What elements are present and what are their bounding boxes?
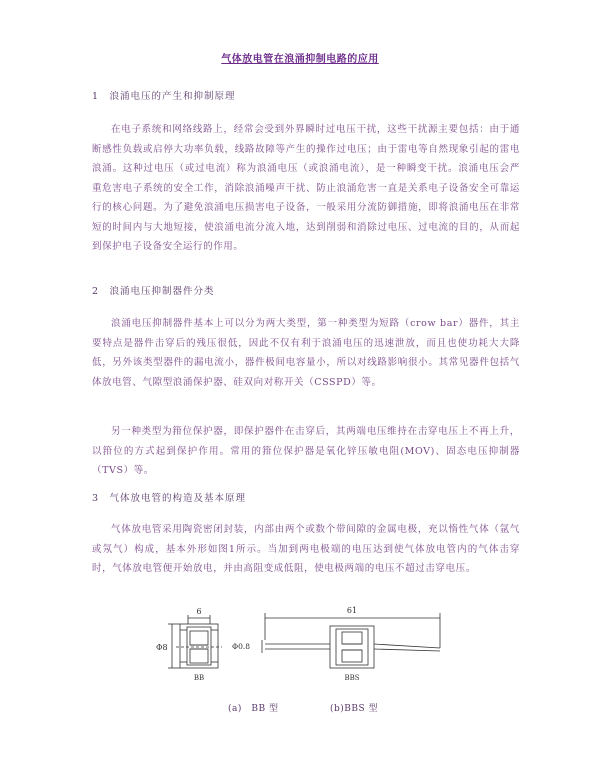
figure-caption-a: (a) BB 型 bbox=[228, 704, 279, 714]
bbs-gas-tube-drawing bbox=[262, 613, 440, 668]
bbs-type-label: BBS bbox=[344, 674, 360, 682]
section-2-paragraph-2: 另一种类型为箝位保护器，即保护器件在击穿后，其两端电压维持在击穿电压上不再上升，以箝位的方式起到保护作用。常用的箝位保护器是氧化锌压敏电阻(MOV)、固态电压抑制器（TVS）等。 bbox=[92, 426, 520, 476]
section-1-heading: 1 浪涌电压的产生和抑制原理 bbox=[92, 91, 236, 102]
figure-caption-b: (b)BBS 型 bbox=[330, 704, 379, 714]
figure-1-diagram bbox=[150, 600, 460, 700]
section-3-paragraph: 气体放电管采用陶瓷密闭封装，内部由两个或数个带间隙的金属电极，充以惰性气体（氩气或氖气）构成，基本外形如图1所示。当加到两电极端的电压达到使气体放电管内的气体击穿时，气体放电管便开始放电，并由高阻变成低阻，使电极两端的电压不超过击穿电压。 bbox=[92, 524, 520, 574]
bb-type-label: BB bbox=[193, 674, 205, 682]
section-2-paragraph-1: 浪涌电压抑制器件基本上可以分为两大类型，第一种类型为短路（crow bar）器件，其主要特点是器件击穿后的残压很低，因此不仅有利于浪涌电压的迅速泄放，而且也使功耗大大降低，另外该类型器件的漏电流小，器件极间电容量小，所以对线路影响很小。其常见器件包括气体放电管、气隙型浪涌保护器、硅双向对称开关（CSSPD）等。 bbox=[92, 318, 520, 388]
section-2-heading: 2 浪涌电压抑制器件分类 bbox=[92, 286, 215, 297]
bb-gas-tube-drawing bbox=[168, 615, 222, 668]
document-title: 气体放电管在浪涌抑制电路的应用 bbox=[221, 54, 379, 65]
bbs-lead-diameter-label: Φ0.8 bbox=[232, 642, 251, 651]
bb-width-label: 6 bbox=[196, 607, 202, 616]
section-1-paragraph: 在电子系统和网络线路上，经常会受到外界瞬时过电压干扰，这些干扰源主要包括：由于通断感性负载或启停大功率负载，线路故障等产生的操作过电压；由于雷电等自然现象引起的雷电浪涌。这种过电压（或过电流）称为浪涌电压（或浪涌电流），是一种瞬变干扰。浪涌电压会严重危害电子系统的安全工作，消除浪涌噪声干扰、防止浪涌危害一直是关系电子设备安全可靠运行的核心问题。为了避免浪涌电压损害电子设备，一般采用分流防御措施，即将浪涌电压在非常短的时间内与大地短接，使浪涌电流分流入地，达到削弱和消除过电压、过电流的目的，从而起到保护电子设备安全运行的作用。 bbox=[92, 124, 520, 252]
bbs-length-label: 61 bbox=[346, 606, 358, 615]
bb-height-label: Φ8 bbox=[156, 643, 168, 652]
section-3-heading: 3 气体放电管的构造及基本原理 bbox=[92, 493, 247, 504]
